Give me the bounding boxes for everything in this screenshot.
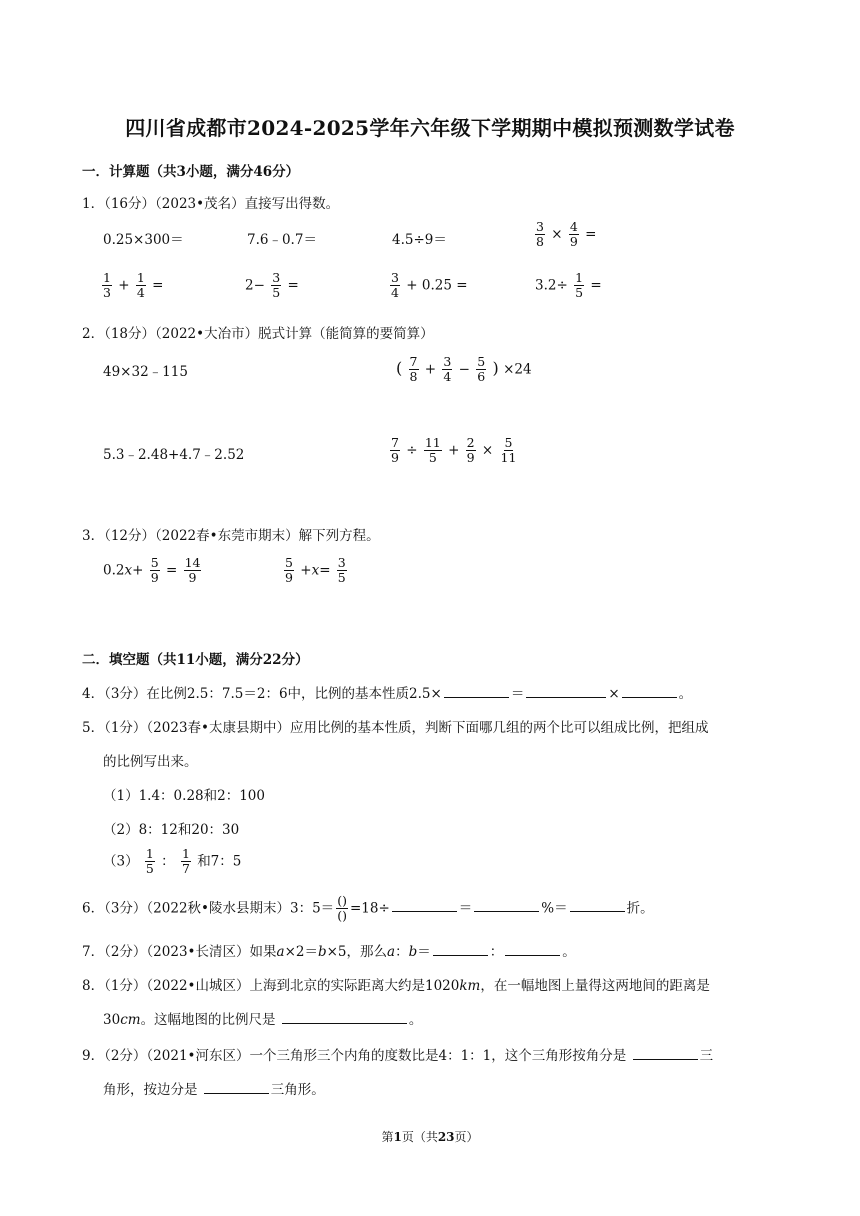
page-footer: 第1页（共23页） (381, 1130, 479, 1144)
q2-expr-2: ( $\frac{7}{8}$ + $\frac{3}{4}$ − $\frac{5}{6}$ ) ×24 (396, 354, 532, 385)
q3-equation-2: $\frac{5}{9}$ +x= $\frac{3}{5}$ (285, 555, 346, 586)
q5-sub-1: （1）1.4：0.28和2：100 (103, 788, 265, 804)
answer-blank[interactable] (433, 941, 488, 956)
question-8-line-1: 8．（1分）（2022•山城区）上海到北京的实际距离大约是1020km，在一幅地图上量得这两地间的距离是 (82, 978, 710, 994)
answer-blank[interactable] (282, 1009, 407, 1024)
answer-blank[interactable] (474, 897, 539, 912)
question-5-line-1: 5．（1分）（2023春•太康县期中）应用比例的基本性质，判断下面哪几组的两个比可以组成比例，把组成 (82, 720, 709, 736)
q1-item-3: 4.5÷9＝ (392, 232, 447, 248)
section-heading-1: 一．计算题（共3小题，满分46分） (82, 164, 300, 180)
question-6: 6．（3分）（2022秋•陵水县期末）3：5＝ $\frac{()}{()}$ =18÷ ＝ %＝ 折。 (82, 893, 654, 924)
q3-equation-1: 0.2x+ $\frac{5}{9}$ = $\frac{14}{9}$ (103, 555, 201, 586)
q1-item-6: 2− $\frac{3}{5}$ = (245, 270, 299, 301)
page-title: 四川省成都市2024-2025学年六年级下学期期中模拟预测数学试卷 (125, 116, 735, 140)
answer-blank[interactable] (204, 1079, 269, 1094)
answer-blank[interactable] (505, 941, 560, 956)
q2-expr-4: $\frac{7}{9}$ ÷ $\frac{11}{5}$ + $\frac{2}{9}$ × $\frac{5}{11}$ (391, 435, 517, 466)
section-heading-2: 二．填空题（共11小题，满分22分） (82, 652, 309, 668)
answer-blank[interactable] (633, 1045, 698, 1060)
question-2-stem: 2．（18分）（2022•大冶市）脱式计算（能简算的要简算） (82, 326, 434, 342)
q1-item-4: $\frac{3}{8}$ × $\frac{4}{9}$ = (536, 219, 597, 250)
question-4: 4．（3分）在比例2.5：7.5＝2：6中，比例的基本性质2.5× ＝ × 。 (82, 682, 692, 702)
q5-sub-3: （3） $\frac{1}{5}$ ： $\frac{1}{7}$ 和7：5 (103, 846, 242, 877)
answer-blank[interactable] (444, 683, 509, 698)
question-3-stem: 3．（12分）（2022春•东莞市期末）解下列方程。 (82, 528, 380, 544)
answer-blank[interactable] (526, 683, 606, 698)
q1-item-8: 3.2÷ $\frac{1}{5}$ = (535, 270, 602, 301)
q1-item-5: $\frac{1}{3}$ + $\frac{1}{4}$ = (103, 270, 164, 301)
answer-blank[interactable] (622, 683, 677, 698)
question-9-line-1: 9．（2分）（2021•河东区）一个三角形三个内角的度数比是4：1：1，这个三角形按角分是 三 (82, 1044, 713, 1064)
question-8-line-2: 30cm。这幅地图的比例尺是 。 (103, 1008, 422, 1028)
question-7: 7．（2分）（2023•长清区）如果a×2＝b×5，那么a：b＝ ： 。 (82, 940, 576, 960)
q1-item-1: 0.25×300＝ (103, 232, 184, 248)
question-1-stem: 1．（16分）（2023•茂名）直接写出得数。 (82, 196, 340, 212)
q1-item-7: $\frac{3}{4}$ + 0.25 = (391, 270, 468, 301)
question-9-line-2: 角形，按边分是 三角形。 (103, 1078, 325, 1098)
q5-sub-2: （2）8：12和20：30 (103, 822, 240, 838)
question-5-line-2: 的比例写出来。 (103, 754, 198, 770)
q2-expr-1: 49×32﹣115 (103, 364, 188, 380)
answer-blank[interactable] (570, 897, 625, 912)
q1-item-2: 7.6﹣0.7＝ (247, 232, 317, 248)
answer-blank[interactable] (392, 897, 457, 912)
q2-expr-3: 5.3﹣2.48+4.7﹣2.52 (103, 447, 245, 463)
